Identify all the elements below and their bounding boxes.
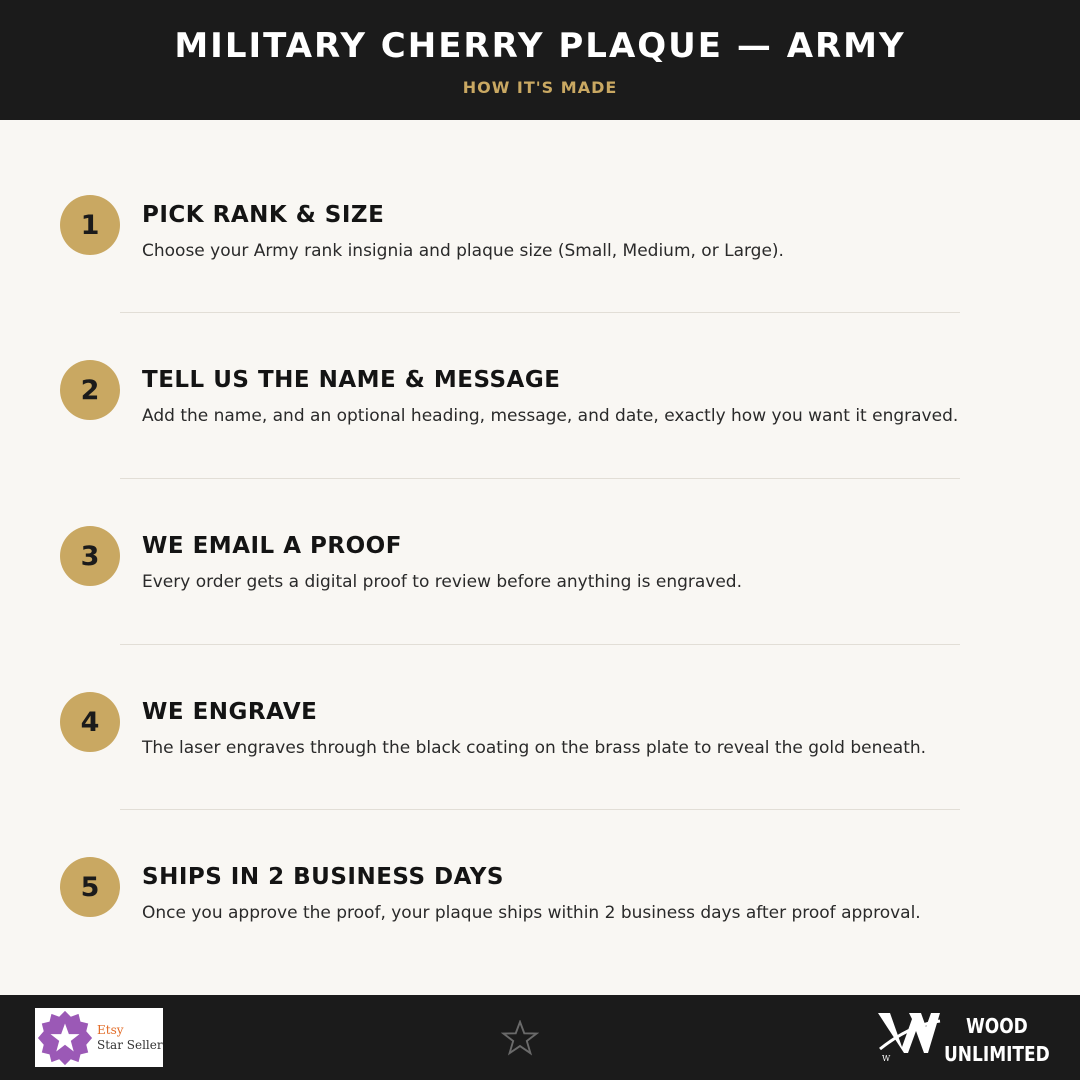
step-description: The laser engraves through the black coating on the brass plate to reveal the gold beneath. xyxy=(142,738,927,758)
brand-line-1: WOOD xyxy=(965,1014,1028,1038)
step-number-badge: 2 xyxy=(60,360,120,420)
brand-line-2: UNLIMITED xyxy=(944,1042,1050,1066)
step-title: TELL US THE NAME & MESSAGE xyxy=(142,367,561,393)
step-5 xyxy=(0,857,1080,957)
step-number-badge: 4 xyxy=(60,692,120,752)
star-seller-badge-icon xyxy=(36,1009,94,1067)
footer xyxy=(0,995,1080,1080)
divider xyxy=(120,312,960,313)
wood-unlimited-logo xyxy=(876,1009,1051,1067)
step-title: PICK RANK & SIZE xyxy=(142,202,385,228)
step-2 xyxy=(0,360,1080,460)
steps-list xyxy=(0,120,1080,995)
step-description: Choose your Army rank insignia and plaque size (Small, Medium, or Large). xyxy=(142,241,784,261)
header xyxy=(0,0,1080,120)
step-title: WE ENGRAVE xyxy=(142,699,318,725)
step-1 xyxy=(0,195,1080,295)
divider xyxy=(120,809,960,810)
step-title: WE EMAIL A PROOF xyxy=(142,533,402,559)
step-number-badge: 3 xyxy=(60,526,120,586)
etsy-star-seller-badge[interactable] xyxy=(35,1008,163,1067)
brand-w-icon xyxy=(876,1007,942,1063)
step-3 xyxy=(0,526,1080,626)
page-title: MILITARY CHERRY PLAQUE — ARMY xyxy=(174,26,906,66)
etsy-badge-text xyxy=(97,1023,163,1053)
step-description: Once you approve the proof, your plaque ships within 2 business days after proof approval. xyxy=(142,903,921,923)
step-4 xyxy=(0,692,1080,792)
step-title: SHIPS IN 2 BUSINESS DAYS xyxy=(142,864,504,890)
divider xyxy=(120,478,960,479)
brand-w-letter: W xyxy=(882,1054,891,1063)
star-seller-label: Star Seller xyxy=(97,1037,163,1052)
brand-text xyxy=(944,1012,1050,1068)
divider xyxy=(120,644,960,645)
step-description: Add the name, and an optional heading, message, and date, exactly how you want it engraved. xyxy=(142,406,959,426)
step-description: Every order gets a digital proof to review before anything is engraved. xyxy=(142,572,743,592)
etsy-label: Etsy xyxy=(97,1022,124,1037)
step-number-badge: 5 xyxy=(60,857,120,917)
step-number-badge: 1 xyxy=(60,195,120,255)
star-outline-icon xyxy=(501,1020,539,1056)
page-subtitle: HOW IT'S MADE xyxy=(462,78,618,97)
